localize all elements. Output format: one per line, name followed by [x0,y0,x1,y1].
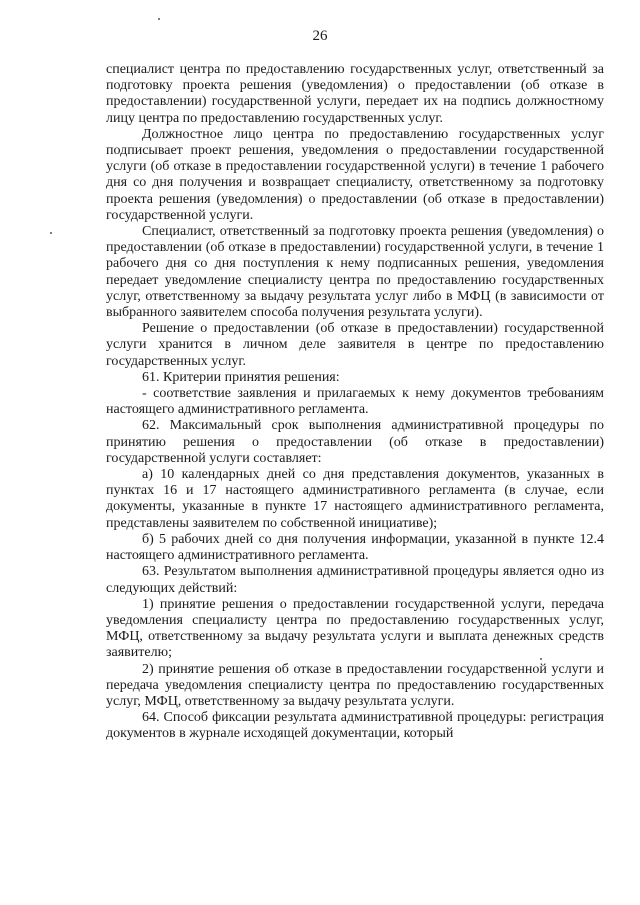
document-body [106,62,604,743]
page-number: 26 [312,28,328,44]
paragraph: 2) принятие решения об отказе в предоставлении государственной услуги и передача уведомления специалисту центра по предоставлению государственных услуг, МФЦ, ответственному за выдачу результата услуги. [106,661,604,709]
paragraph: Должностное лицо центра по предоставлению государственных услуг подписывает проект решения, уведомления о предоставлении государственной услуги (об отказе в предоставлении государственной услуги) в течение 1 рабочего дня со дня получения и возвращает специалисту, ответственному за подготовку проекта решения (уведомления) о предоставлении (об отказе в предоставлении) государственной услуги. [106,126,604,223]
paragraph: - соответствие заявления и прилагаемых к нему документов требованиям настоящего административного регламента. [106,386,604,418]
paragraph: 62. Максимальный срок выполнения административной процедуры по принятию решения о предоставлении (об отказе в предоставлении) государственной услуги составляет: [106,418,604,466]
paragraph: 63. Результатом выполнения административной процедуры является одно из следующих действий: [106,564,604,596]
paragraph: специалист центра по предоставлению государственных услуг, ответственный за подготовку проекта решения (уведомления) о предоставлении (об отказе в предоставлении) государственной услуги, передает их на подпись должностному лицу центра по предоставлению государственных услуг. [106,62,604,126]
scan-speck [50,232,52,234]
scan-speck [158,18,160,20]
paragraph: а) 10 календарных дней со дня представления документов, указанных в пунктах 16 и 17 настоящего административного регламента (в случае, если документы, указанные в пункте 17 настоящего административного регламента, представлены заявителем по собственной инициативе); [106,467,604,531]
paragraph: б) 5 рабочих дней со дня получения информации, указанной в пункте 12.4 настоящего административного регламента. [106,531,604,564]
paragraph: Специалист, ответственный за подготовку проекта решения (уведомления) о предоставлении (об отказе в предоставлении) государственной услуги, в течение 1 рабочего дня со дня поступления к нему подписанных решения, уведомления передает уведомление специалисту центра по предоставлению государственных услуг, ответственному за выдачу результата услуг либо в МФЦ (в зависимости от выбранного заявителем способа получения результата услуги). [106,224,604,321]
paragraph: 61. Критерии принятия решения: [142,369,340,385]
paragraph: 64. Способ фиксации результата административной процедуры: регистрация документов в журнале исходящей документации, который [106,710,604,742]
paragraph: Решение о предоставлении (об отказе в предоставлении) государственной услуги хранится в личном деле заявителя в центре по предоставлению государственных услуг. [106,321,604,369]
paragraph: 1) принятие решения о предоставлении государственной услуги, передача уведомления специалисту центра по предоставлению государственных услуг, МФЦ, ответственному за выдачу результата услуги и выплата денежных средств заявителю; [106,596,604,661]
